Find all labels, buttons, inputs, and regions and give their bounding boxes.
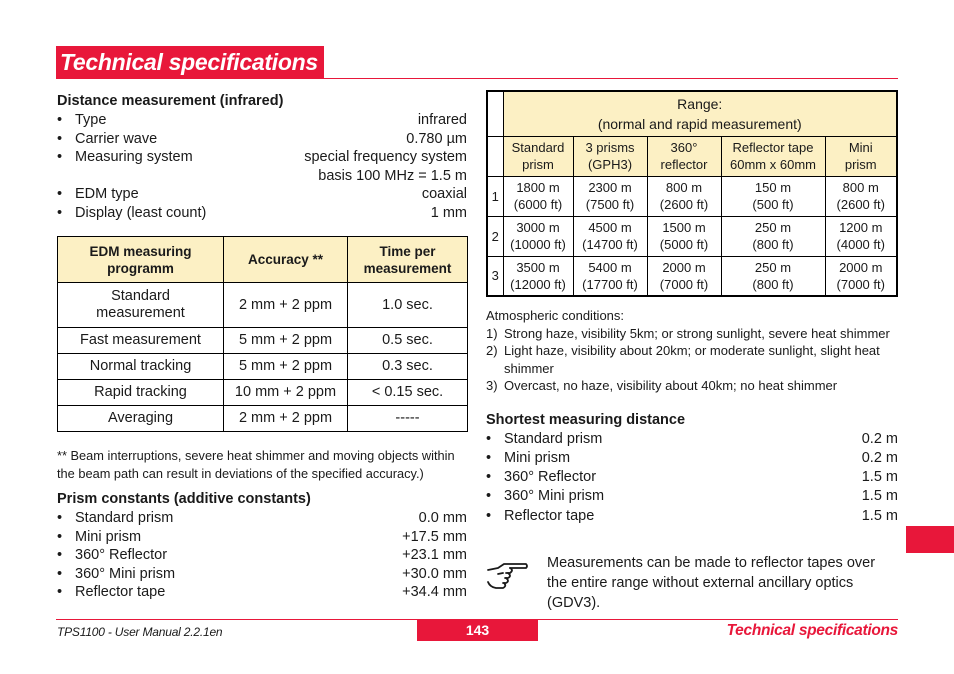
atmospheric-conditions — [486, 307, 898, 395]
list-item: • EDM type coaxial — [57, 186, 467, 202]
table-row: Normal tracking 5 mm + 2 ppm 0.3 sec. — [58, 354, 468, 380]
accuracy-table — [57, 236, 468, 432]
column-header: Reflector tape 60mm x 60mm — [721, 136, 825, 176]
row-number: 3 — [487, 256, 503, 296]
page-number: 143 — [417, 619, 538, 641]
chapter-tab — [906, 526, 954, 553]
column-header: 360° reflector — [647, 136, 721, 176]
atmospheric-heading: Atmospheric conditions: — [486, 308, 625, 323]
table-row: 1 1800 m (6000 ft) 2300 m (7500 ft) 800 m (2600 ft) 150 m (500 ft) 800 m (2600 ft) — [487, 176, 897, 216]
column-header: 3 prisms (GPH3) — [573, 136, 647, 176]
list-item: • Standard prism 0.0 mm — [57, 510, 467, 526]
range-table — [486, 90, 898, 297]
shortest-heading: Shortest measuring distance — [486, 411, 686, 428]
table-header-row — [58, 237, 468, 283]
column-header: Accuracy ** — [224, 237, 348, 283]
tip-text: Measurements can be made to reflector tapes over the entire range without external ancillary optics (GDV3). — [547, 555, 876, 611]
footer-manual-title: TPS1100 - User Manual 2.2.1en — [57, 625, 223, 639]
table-header-row — [487, 91, 897, 136]
list-item: 1) Strong haze, visibility 5km; or strong sunlight, severe heat shimmer — [486, 325, 890, 341]
prism-heading: Prism constants (additive constants) — [57, 491, 311, 507]
column-header: Standard prism — [503, 136, 573, 176]
title-bar — [56, 46, 324, 78]
table-header-row — [487, 136, 897, 176]
column-header: Mini prism — [825, 136, 897, 176]
table-row: Rapid tracking 10 mm + 2 ppm < 0.15 sec. — [58, 380, 468, 406]
list-item: • 360° Reflector 1.5 m — [486, 469, 898, 486]
table-row: Averaging 2 mm + 2 ppm ----- — [58, 406, 468, 432]
list-item: • Type infrared — [57, 112, 467, 128]
right-column — [486, 90, 898, 526]
footer-section-title: Technical specifications — [726, 622, 898, 639]
list-item: • Measuring system special frequency system basis 100 MHz = 1.5 m — [57, 149, 467, 184]
list-item: • Reflector tape 1.5 m — [486, 507, 898, 524]
column-header: EDM measuring programm — [58, 237, 224, 283]
list-item: • Mini prism 0.2 m — [486, 449, 898, 466]
accuracy-footnote: ** Beam interruptions, severe heat shimmer and moving objects within the beam path can result in deviations of the specified accuracy.) — [57, 448, 455, 481]
list-item: • Standard prism 0.2 m — [486, 430, 898, 447]
page-title: Technical specifications — [60, 49, 318, 75]
list-item: 2) Light haze, visibility about 20km; or moderate sunlight, slight heat shimmer — [486, 343, 880, 376]
title-rule — [56, 78, 898, 79]
table-row: 2 3000 m (10000 ft) 4500 m (14700 ft) 1500 m (5000 ft) 250 m (800 ft) 1200 m (4000 ft) — [487, 216, 897, 256]
column-header: Time per measurement — [348, 237, 468, 283]
row-number: 2 — [487, 216, 503, 256]
left-column — [57, 92, 467, 602]
list-item: • 360° Reflector +23.1 mm — [57, 547, 467, 563]
table-row: 3 3500 m (12000 ft) 5400 m (17700 ft) 2000 m (7000 ft) 250 m (800 ft) 2000 m (7000 ft) — [487, 256, 897, 296]
range-title: Range: (normal and rapid measurement) — [503, 91, 897, 136]
list-item: • Carrier wave 0.780 µm — [57, 130, 467, 147]
pointing-hand-icon — [486, 560, 528, 592]
table-row: Fast measurement 5 mm + 2 ppm 0.5 sec. — [58, 328, 468, 354]
table-row: Standard measurement 2 mm + 2 ppm 1.0 sec. — [58, 283, 468, 328]
list-item: • Reflector tape +34.4 mm — [57, 584, 467, 600]
row-number: 1 — [487, 176, 503, 216]
list-item: • 360° Mini prism +30.0 mm — [57, 565, 467, 582]
list-item: • 360° Mini prism 1.5 m — [486, 488, 898, 505]
list-item: • Display (least count) 1 mm — [57, 204, 467, 221]
distance-heading: Distance measurement (infrared) — [57, 93, 284, 109]
list-item: • Mini prism +17.5 mm — [57, 528, 467, 545]
list-item: 3) Overcast, no haze, visibility about 40km; no heat shimmer — [486, 378, 838, 393]
